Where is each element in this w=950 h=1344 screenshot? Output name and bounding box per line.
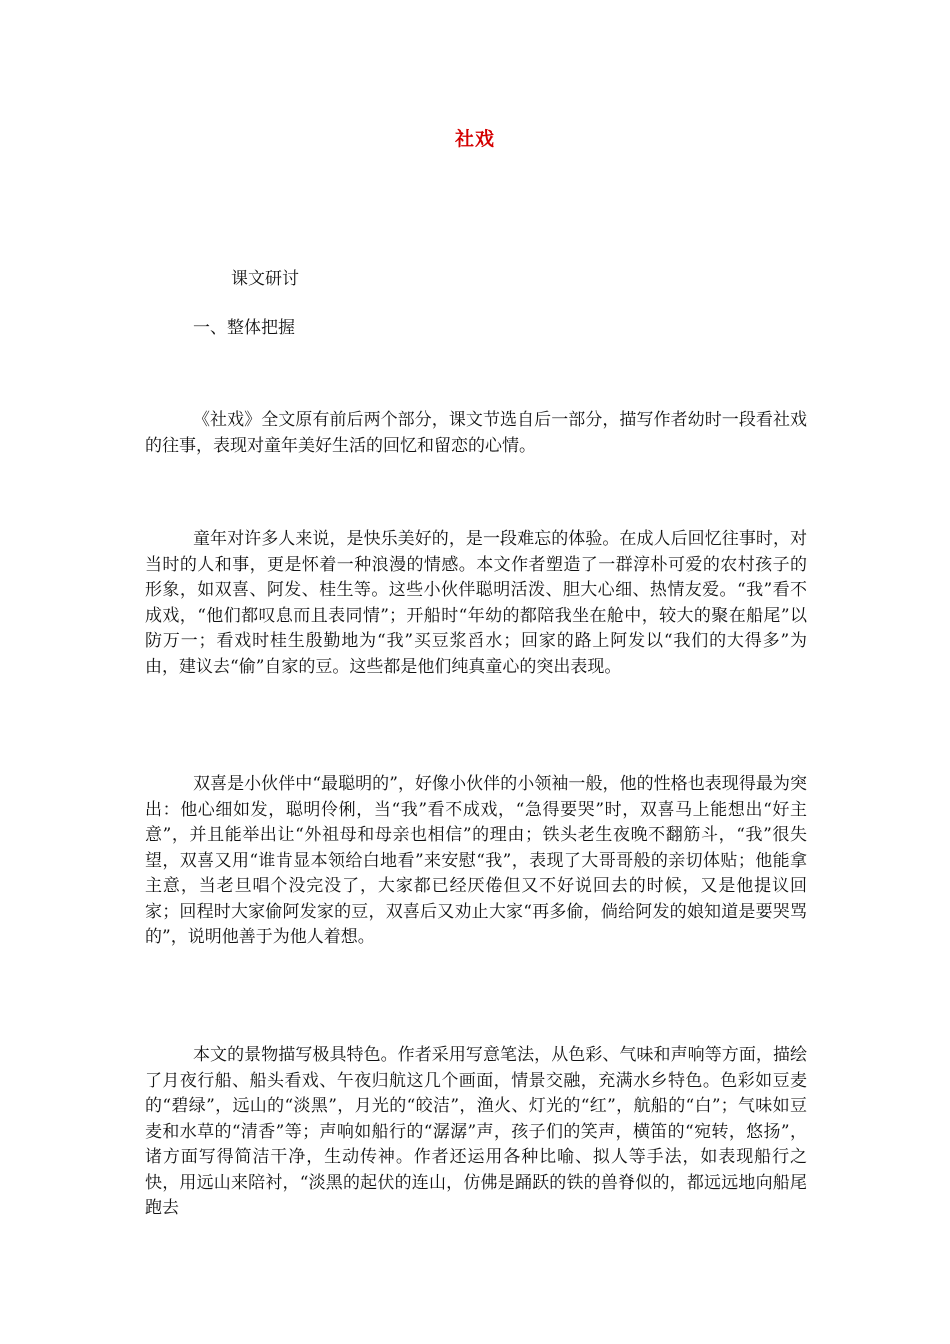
paragraph-childhood: 童年对许多人来说，是快乐美好的，是一段难忘的体验。在成人后回忆往事时，对当时的人和事，更是怀着一种浪漫的情感。本文作者塑造了一群淳朴可爱的农村孩子的形象，如双喜、阿发、桂生等。这些小伙伴聪明活泼、胆大心细、热情友爱。“我”看不成戏，“他们都叹息而且表同情”；开船时“年幼的都陪我坐在舱中，较大的聚在船尾”以防万一；看戏时桂生殷勤地为“我”买豆浆舀水；回家的路上阿发以“我们的大得多”为由，建议去“偷”自家的豆。这些都是他们纯真童心的突出表现。 [145,529,807,677]
paragraph-shuangxi: 双喜是小伙伴中“最聪明的”，好像小伙伴的小领袖一般，他的性格也表现得最为突出：他心细如发，聪明伶俐，当“我”看不成戏，“急得要哭”时，双喜马上能想出“好主意”，并且能举出让“外祖母和母亲也相信”的理由；铁头老生夜晚不翻筋斗，“我”很失望，双喜又用“谁肯显本领给白地看”来安慰“我”，表现了大哥哥般的亲切体贴；他能拿主意，当老旦唱个没完没了，大家都已经厌倦但又不好说回去的时候，又是他提议回家；回程时大家偷阿发家的豆，双喜后又劝止大家“再多偷，倘给阿发的娘知道是要哭骂的”，说明他善于为他人着想。 [145,774,807,947]
paragraph-scenery: 本文的景物描写极具特色。作者采用写意笔法，从色彩、气味和声响等方面，描绘了月夜行船、船头看戏、午夜归航这几个画面，情景交融，充满水乡特色。色彩如豆麦的“碧绿”，远山的“淡黑”，月光的“皎洁”，渔火、灯光的“红”，航船的“白”；气味如豆麦和水草的“清香”等；声响如船行的“潺潺”声，孩子们的笑声，横笛的“宛转，悠扬”，诸方面写得简洁干净，生动传神。作者还运用各种比喻、拟人等手法，如表现船行之快，用远山来陪衬，“淡黑的起伏的连山，仿佛是踊跃的铁的兽脊似的，都远远地向船尾跑去 [145,1045,807,1218]
paragraph-intro: 《社戏》全文原有前后两个部分，课文节选自后一部分，描写作者幼时一段看社戏的往事，表现对童年美好生活的回忆和留恋的心情。 [145,410,807,456]
section-heading: 课文研讨 [231,269,299,289]
document-title: 社戏 [454,128,495,150]
subsection-heading: 一、整体把握 [193,318,295,338]
